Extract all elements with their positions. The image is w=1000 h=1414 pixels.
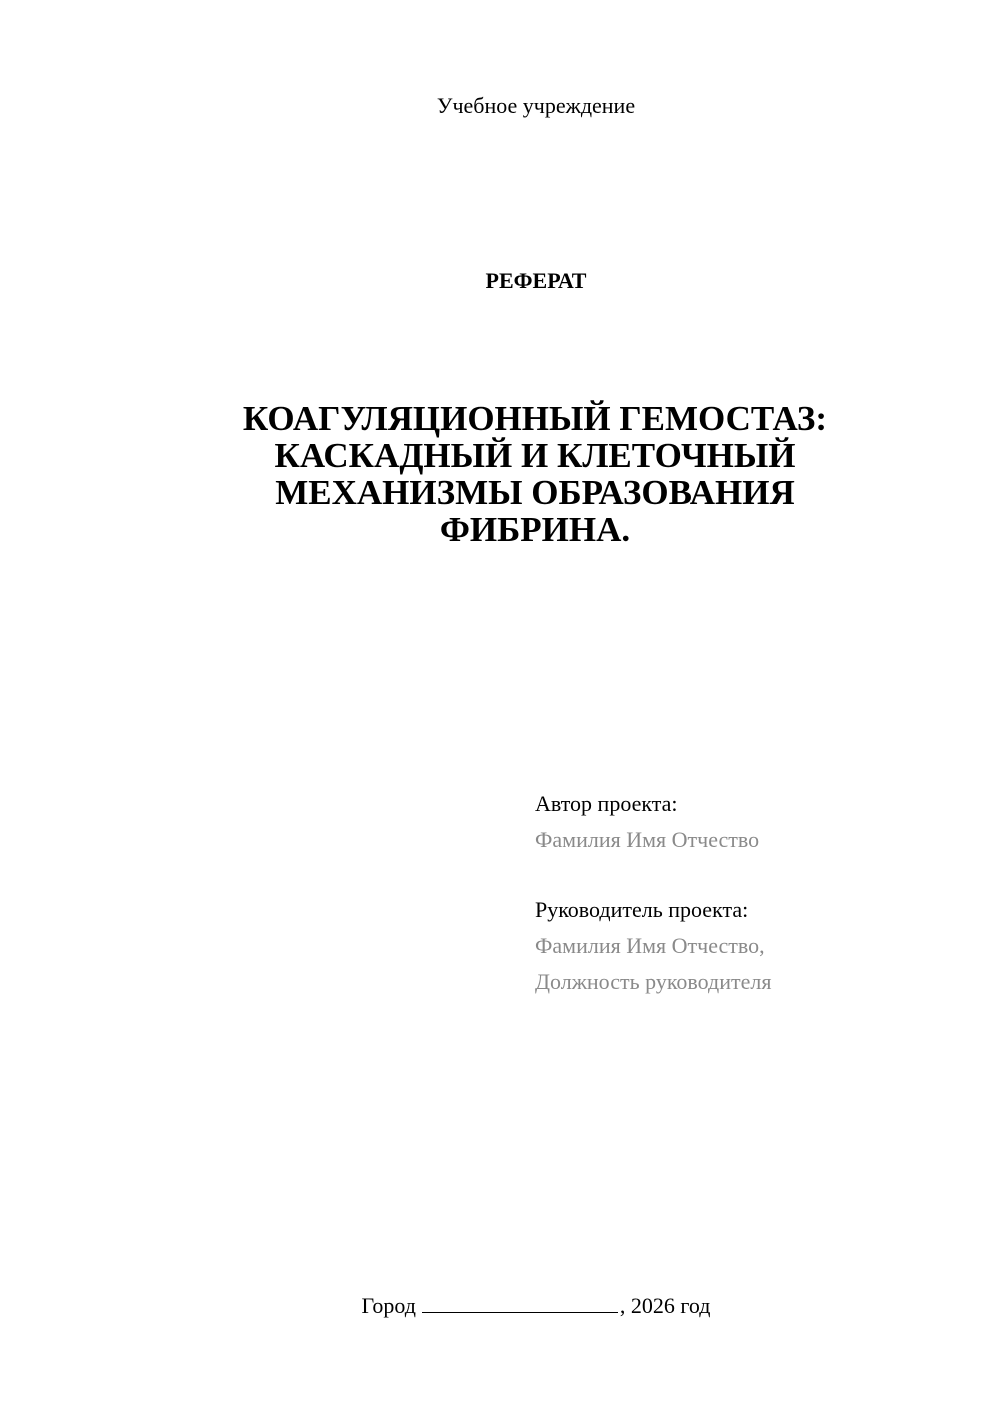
- city-blank-line: [422, 1290, 618, 1313]
- supervisor-label: Руководитель проекта:: [535, 897, 749, 922]
- title-line: ФИБРИНА.: [439, 510, 631, 549]
- title-line: КАСКАДНЫЙ И КЛЕТОЧНЫЙ: [274, 436, 796, 475]
- author-name: Фамилия Имя Отчество: [535, 827, 760, 852]
- supervisor-block: [535, 892, 975, 1000]
- year-text: , 2026 год: [619, 1293, 711, 1318]
- city-label: Город: [361, 1293, 416, 1318]
- supervisor-position: Должность руководителя: [535, 969, 772, 994]
- author-label: Автор проекта:: [535, 791, 678, 816]
- city-year-line: [0, 1290, 1000, 1321]
- supervisor-name: Фамилия Имя Отчество,: [535, 933, 765, 958]
- author-block: [535, 786, 975, 858]
- title-line: МЕХАНИЗМЫ ОБРАЗОВАНИЯ: [275, 473, 795, 512]
- title-line: КОАГУЛЯЦИОННЫЙ ГЕМОСТАЗ:: [242, 399, 828, 438]
- document-type: РЕФЕРАТ: [485, 268, 587, 293]
- document-title: [190, 400, 880, 548]
- institution-name: Учебное учреждение: [436, 93, 636, 118]
